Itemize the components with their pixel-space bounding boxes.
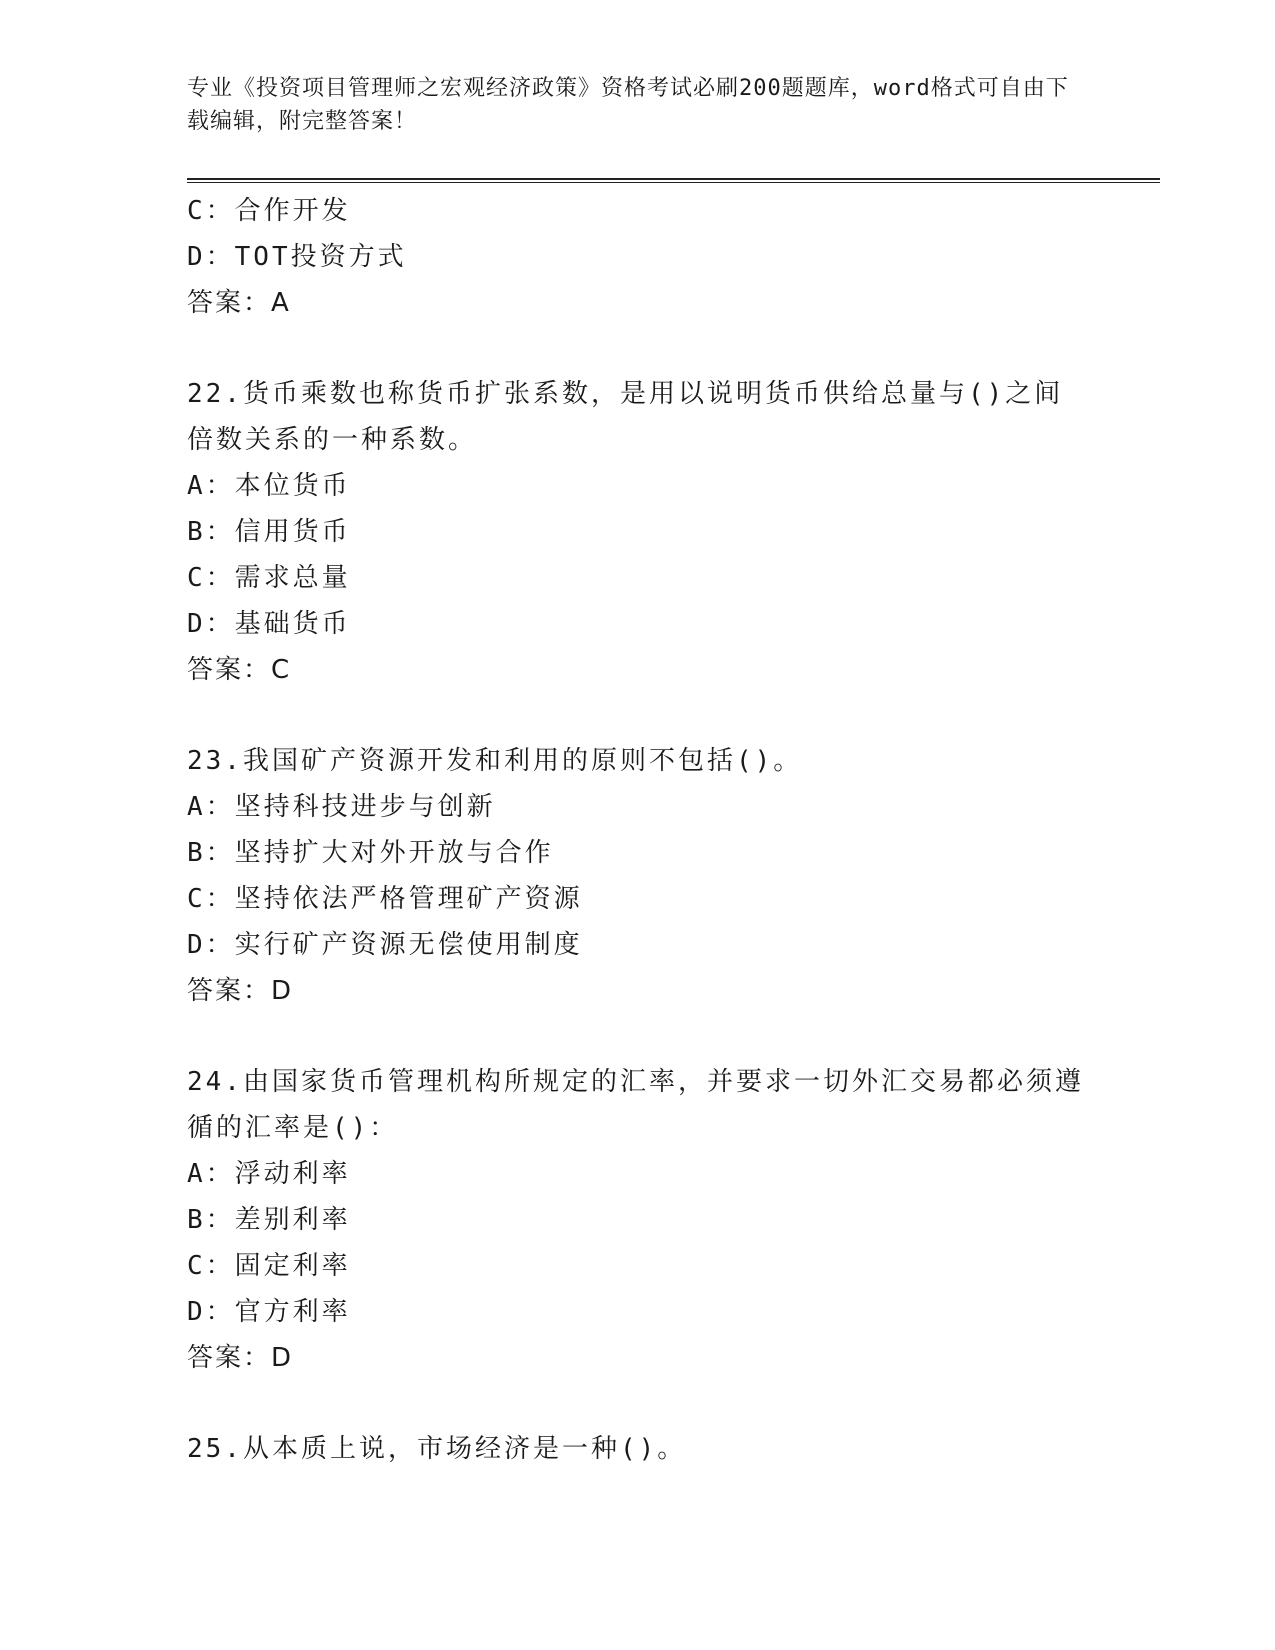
option-c: C：坚持依法严格管理矿产资源 <box>187 884 583 914</box>
question-25 <box>187 1426 1087 1472</box>
question-23 <box>187 738 1087 1014</box>
option-b: B：差别利率 <box>187 1205 351 1235</box>
question-text: 24.由国家货币管理机构所规定的汇率，并要求一切外汇交易都必须遵循的汇率是()： <box>187 1067 1084 1143</box>
option-a: A：坚持科技进步与创新 <box>187 792 496 822</box>
question-text: 22.货币乘数也称货币扩张系数，是用以说明货币供给总量与()之间倍数关系的一种系数。 <box>187 379 1064 455</box>
answer-line: 答案：D <box>187 976 294 1006</box>
option-d: D：官方利率 <box>187 1297 351 1327</box>
option-c: C：需求总量 <box>187 563 351 593</box>
question-list <box>187 188 1087 1472</box>
option-b: B：坚持扩大对外开放与合作 <box>187 838 554 868</box>
option-a: A：浮动利率 <box>187 1159 351 1189</box>
option-d: D：TOT投资方式 <box>187 242 407 272</box>
answer-line: 答案：A <box>187 288 291 318</box>
question-24 <box>187 1059 1087 1381</box>
option-b: B：信用货币 <box>187 517 351 547</box>
header-divider <box>187 178 1160 183</box>
question-text: 23.我国矿产资源开发和利用的原则不包括()。 <box>187 746 803 776</box>
option-d: D：实行矿产资源无偿使用制度 <box>187 930 583 960</box>
question-text: 25.从本质上说，市场经济是一种()。 <box>187 1434 687 1464</box>
option-a: A：本位货币 <box>187 471 351 501</box>
answer-line: 答案：D <box>187 1343 294 1373</box>
option-c: C：固定利率 <box>187 1251 351 1281</box>
question-22 <box>187 371 1087 693</box>
page-header: 专业《投资项目管理师之宏观经济政策》资格考试必刷200题题库，word格式可自由下载编辑，附完整答案！ <box>187 76 1069 134</box>
answer-line: 答案：C <box>187 655 292 685</box>
option-d: D：基础货币 <box>187 609 351 639</box>
option-c: C：合作开发 <box>187 196 351 226</box>
